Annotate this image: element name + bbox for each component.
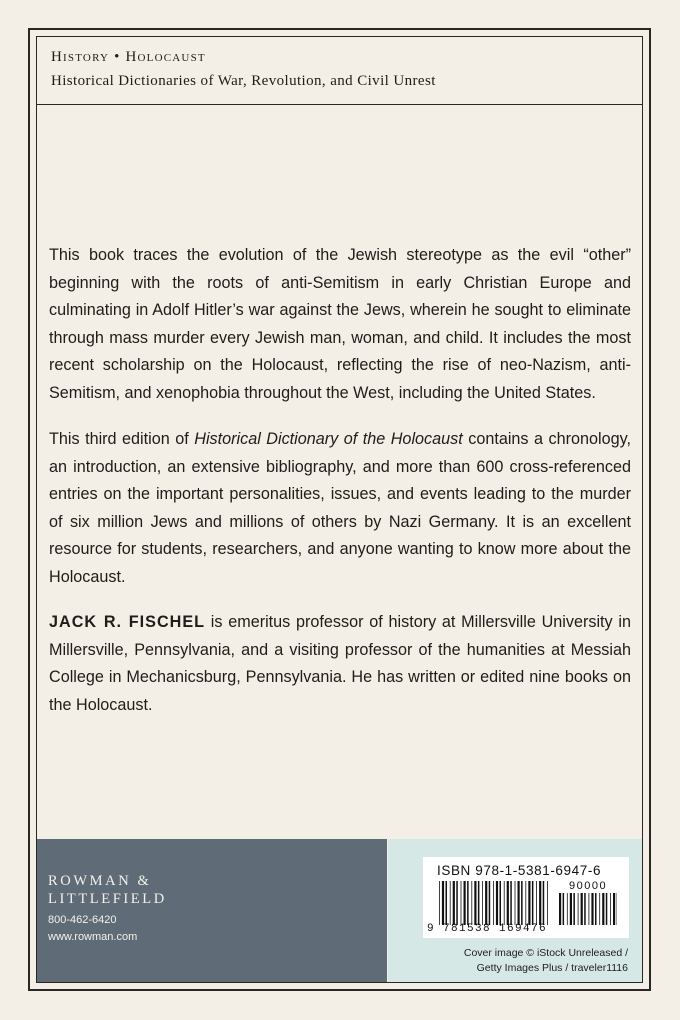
barcode-bar <box>595 893 597 925</box>
barcode-bar <box>510 881 512 925</box>
publisher-panel <box>37 839 387 982</box>
barcode-bar <box>567 893 568 925</box>
cover-image-credit <box>464 946 628 976</box>
author-bio: is emeritus professor of history at Millersville University in Millersville, Pennsylvania, and a visiting professor of the humanities at Messiah College in Mechanicsburg, Pennsylvania. He has written or edited nine books on the Holocaust. <box>49 613 631 714</box>
author-paragraph <box>49 609 631 719</box>
book-title: Historical Dictionary of the Holocaust <box>194 430 463 448</box>
barcode-digits: 9 781538 169476 <box>427 923 548 935</box>
barcode-bar <box>515 881 516 925</box>
barcode-bar <box>474 881 476 925</box>
barcode-bar <box>496 881 498 925</box>
barcode-bar <box>547 881 548 925</box>
barcode-bar <box>543 881 545 925</box>
barcode-bar <box>461 881 462 925</box>
barcode-bar <box>573 893 575 925</box>
publisher-website: www.rowman.com <box>48 931 138 943</box>
barcode-bar <box>559 893 561 925</box>
barcode-bar <box>610 893 611 925</box>
paragraph-2-intro: This third edition of <box>49 430 195 448</box>
author-name: JACK R. FISCHEL <box>49 613 206 631</box>
barcode-bar <box>453 881 455 925</box>
barcode-bar <box>563 893 565 925</box>
barcode-bar <box>591 893 593 925</box>
barcode-bar <box>464 881 466 925</box>
barcode-bar <box>599 893 600 925</box>
barcode-bar <box>584 893 586 925</box>
barcode-bars <box>439 881 549 925</box>
description-block <box>49 242 631 737</box>
barcode-bar <box>450 881 451 925</box>
barcode-bar <box>456 881 458 925</box>
credit-line-1: Cover image © iStock Unreleased / <box>463 947 628 959</box>
description-paragraph-2 <box>49 426 631 591</box>
barcode-bar <box>478 881 480 925</box>
barcode-bar <box>518 881 520 925</box>
barcode-bar <box>471 881 472 925</box>
barcode-bar <box>581 893 583 925</box>
barcode-bar <box>528 881 530 925</box>
barcode-bar <box>439 881 440 925</box>
barcode-bar <box>482 881 483 925</box>
barcode-bar <box>467 881 469 925</box>
barcode-bar <box>504 881 505 925</box>
barcode-bar <box>613 893 615 925</box>
barcode-bar <box>446 881 448 925</box>
barcode-bar <box>493 881 494 925</box>
barcode-bar <box>521 881 523 925</box>
credit-line-2: Getty Images Plus / traveler1116 <box>476 962 628 974</box>
description-paragraph-1: This book traces the evolution of the Jewish stereotype as the evil “other” beginning with the roots of anti-Semitism in early Christian Europe and culminating in Adolf Hitler’s war against the Jews, wherein he sought to eliminate through mass murder every Jewish man, woman, and child. It includes the most recent scholarship on the Holocaust, reflecting the rise of neo-Nazism, anti-Semitism, and xenophobia throughout the West, including the United States. <box>49 246 631 402</box>
category-label: History • Holocaust <box>51 49 206 65</box>
barcode-bar <box>606 893 608 925</box>
barcode-bar <box>485 881 487 925</box>
barcode-bar <box>589 893 590 925</box>
header-band <box>37 37 642 105</box>
barcode-bar <box>489 881 491 925</box>
barcode-addon-bars <box>559 893 617 925</box>
publisher-logo-line1: ROWMAN & <box>48 873 152 889</box>
barcode-addon-digits: 90000 <box>569 880 608 892</box>
isbn-number: ISBN 978-1-5381-6947-6 <box>437 863 602 878</box>
barcode-bar <box>536 881 537 925</box>
barcode-bar <box>578 893 579 925</box>
barcode-bar <box>442 881 444 925</box>
barcode-bar <box>570 893 572 925</box>
paragraph-2-rest: contains a chronology, an introduction, an extensive bibliography, and more than 600 cross-referenced entries on the important personalities, issues, and events leading to the murder of six million Jews and millions of others by Nazi Germany. It is an excellent resource for students, researchers, and anyone wanting to know more about the Holocaust. <box>49 430 631 586</box>
barcode-box <box>423 857 629 938</box>
publisher-phone: 800-462-6420 <box>48 914 117 926</box>
series-title: Historical Dictionaries of War, Revolution, and Civil Unrest <box>51 73 436 89</box>
barcode-bar <box>507 881 509 925</box>
barcode-bar <box>500 881 502 925</box>
barcode-bar <box>525 881 526 925</box>
publisher-logo-line2: LITTLEFIELD <box>48 891 167 907</box>
barcode-bar <box>532 881 534 925</box>
barcode-bar <box>602 893 604 925</box>
barcode-bar <box>539 881 541 925</box>
barcode-panel <box>388 839 642 982</box>
